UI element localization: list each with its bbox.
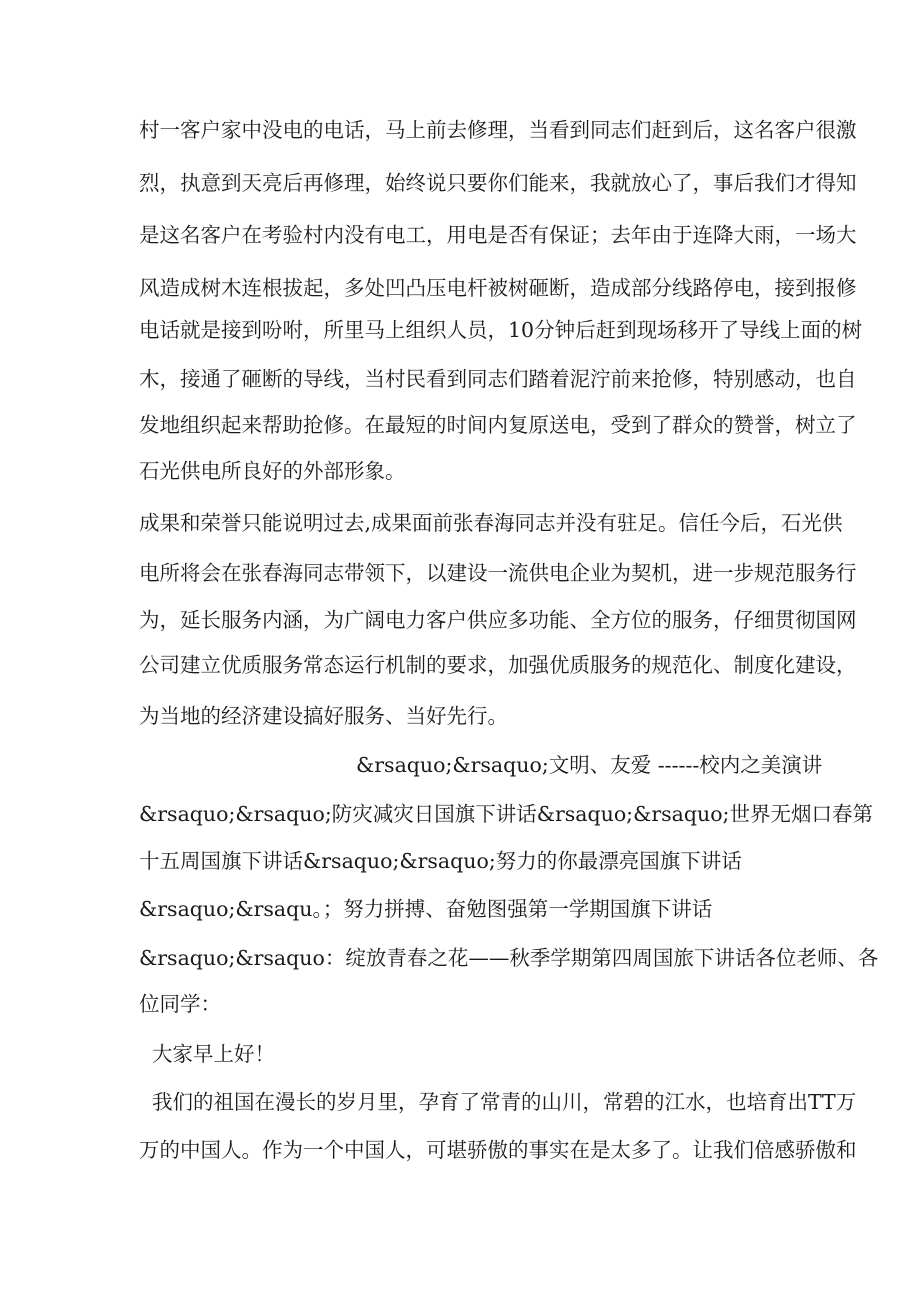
text-line: 电所将会在张春海同志带领下，以建设一流供电企业为契机，进一步规范服务行 (139, 561, 857, 585)
text-line: 成果和荣誉只能说明过去,成果面前张春海同志并没有驻足。信任今后，石光供 (139, 511, 843, 535)
text-line: 风造成树木连根拔起，多处凹凸压电杆被树砸断，造成部分线路停电，接到报修 (139, 276, 857, 300)
greeting-line: 大家早上好！ (152, 1042, 275, 1066)
text-line: 公司建立优质服务常态运行机制的要求，加强优质服务的规范化、制度化建设， (139, 653, 857, 677)
text-line: 村一客户家中没电的电话，马上前去修理，当看到同志们赶到后，这名客户很激 (139, 118, 857, 142)
text-line: 木，接通了砸断的导线，当村民看到同志们踏着泥泞前来抢修，特别感动，也自 (139, 367, 857, 391)
related-article-line: 位同学： (139, 992, 221, 1016)
text-line: 烈，执意到天亮后再修理，始终说只要你们能来，我就放心了，事后我们才得知 (139, 171, 857, 195)
text-line: 为当地的经济建设搞好服务、当好先行。 (139, 704, 508, 728)
text-line: 万的中国人。作为一个中国人，可堪骄傲的事实在是太多了。让我们倍感骄傲和 (139, 1138, 857, 1162)
related-article-line: &rsaquo;&rsaquo：绽放青春之花——秋季学期第四周国旅下讲话各位老师、各 (139, 946, 879, 970)
text-line: 电话就是接到吩咐，所里马上组织人员，10分钟后赶到现场移开了导线上面的树 (139, 318, 863, 342)
related-article-line: &rsaquo;&rsaqu。；努力拼搏、奋勉图强第一学期国旗下讲话 (139, 897, 713, 921)
text-line: 我们的祖国在漫长的岁月里，孕育了常青的山川，常碧的江水，也培育出TT万 (152, 1090, 857, 1114)
text-line: 是这名客户在考验村内没有电工，用电是否有保证；去年由于连降大雨，一场大 (139, 223, 857, 247)
text-line: 发地组织起来帮助抢修。在最短的时间内复原送电，受到了群众的赞誉，树立了 (139, 413, 857, 437)
text-line: 石光供电所良好的外部形象。 (139, 459, 406, 483)
related-article-line: &rsaquo;&rsaquo;文明、友爱 ------校内之美演讲 (356, 753, 823, 777)
text-line: 为，延长服务内涵，为广阔电力客户供应多功能、全方位的服务，仔细贯彻国网 (139, 608, 857, 632)
related-article-line: 十五周国旗下讲话&rsaquo;&rsaquo;努力的你最漂亮国旗下讲话 (139, 849, 742, 873)
related-article-line: &rsaquo;&rsaquo;防灾减灾日国旗下讲话&rsaquo;&rsaquo;世界无烟口春第 (139, 802, 873, 826)
